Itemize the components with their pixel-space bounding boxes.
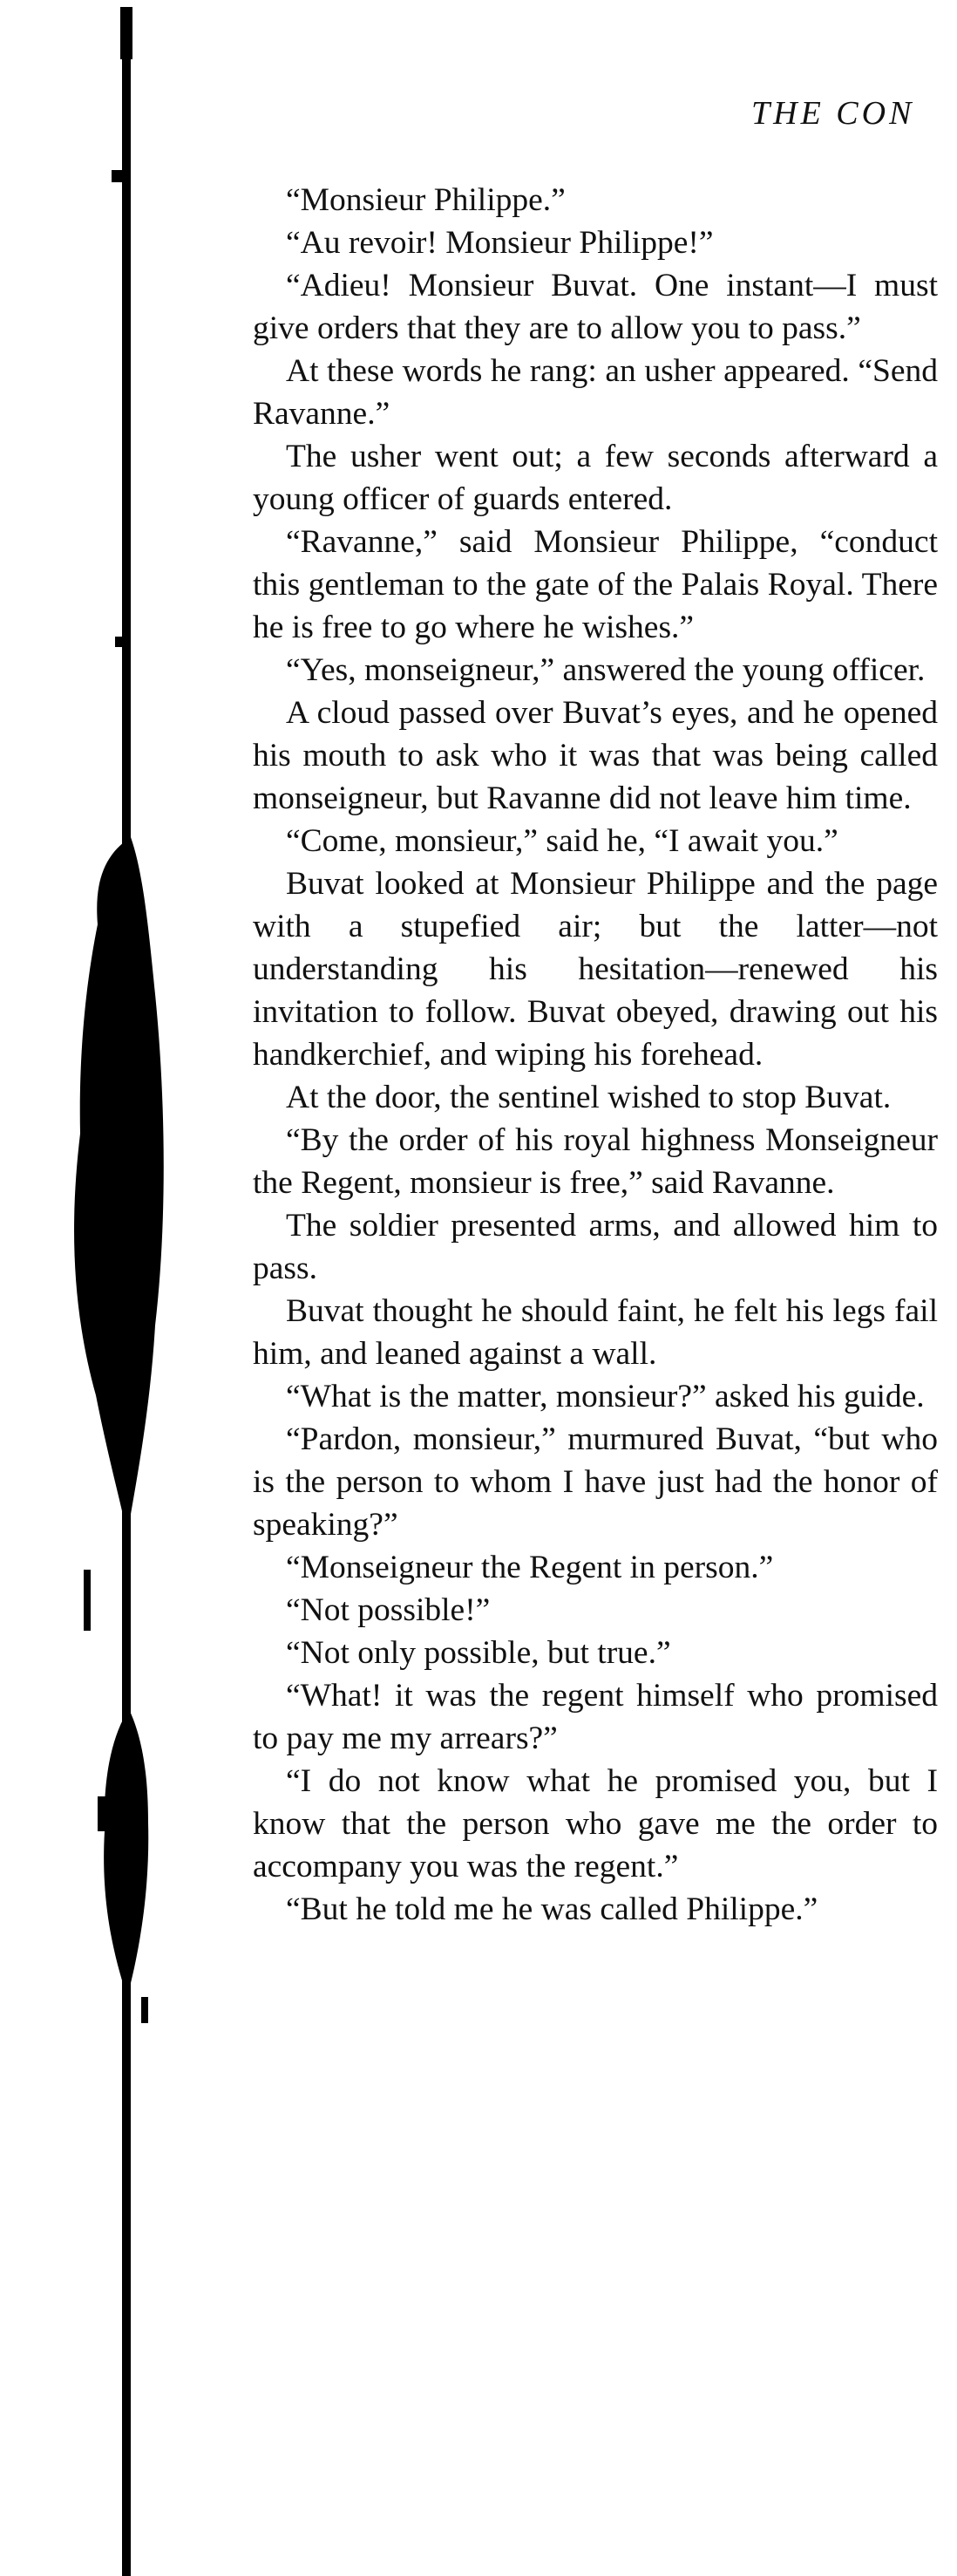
paragraph: The usher went out; a few seconds afterward a young officer of guards entered. (253, 439, 938, 517)
paragraph: Buvat looked at Monsieur Philippe and the page with a stupefied air; but the latter—not understanding his hesitation—renewed his invitation to follow. Buvat obeyed, drawing out his handkerchief, and wiping his forehead. (253, 866, 938, 1073)
paragraph: “Come, monsieur,” said he, “I await you.” (286, 823, 838, 859)
paragraph: “Ravanne,” said Monsieur Philippe, “conduct this gentleman to the gate of the Palais Royal. There he is free to go where he wishes.” (253, 524, 938, 645)
paragraph: “By the order of his royal highness Monseigneur the Regent, monsieur is free,” said Ravanne. (253, 1122, 938, 1201)
paragraph: “Not only possible, but true.” (286, 1635, 671, 1671)
paragraph: “What! it was the regent himself who promised to pay me my arrears?” (253, 1678, 938, 1756)
paragraph: “Yes, monseigneur,” answered the young officer. (286, 652, 926, 688)
paragraph: The soldier presented arms, and allowed him to pass. (253, 1208, 938, 1286)
paragraph: “Au revoir! Monsieur Philippe!” (286, 225, 714, 261)
paragraph: “I do not know what he promised you, but I know that the person who gave me the order to accompany you was the regent.” (253, 1763, 938, 1884)
paragraph: “Adieu! Monsieur Buvat. One instant—I must give orders that they are to allow you to pass.” (253, 268, 938, 346)
paragraph: At these words he rang: an usher appeared. “Send Ravanne.” (253, 353, 938, 432)
binding-spine (0, 0, 227, 2576)
paragraph: At the door, the sentinel wished to stop Buvat. (286, 1080, 892, 1115)
paragraph: “Monseigneur the Regent in person.” (286, 1550, 774, 1585)
paragraph: “But he told me he was called Philippe.” (286, 1891, 818, 1927)
paragraph: “What is the matter, monsieur?” asked his guide. (286, 1379, 925, 1414)
paragraph: Buvat thought he should faint, he felt his legs fail him, and leaned against a wall. (253, 1293, 938, 1372)
paragraph: A cloud passed over Buvat’s eyes, and he opened his mouth to ask who it was that was being called monseigneur, but Ravanne did not leave him time. (253, 695, 938, 816)
paragraph: “Not possible!” (286, 1592, 491, 1628)
paragraph: “Monsieur Philippe.” (286, 182, 566, 218)
paragraph: “Pardon, monsieur,” murmured Buvat, “but who is the person to whom I have just had the honor of speaking?” (253, 1421, 938, 1543)
body-text (253, 179, 938, 1931)
running-head: THE CON (751, 95, 915, 132)
